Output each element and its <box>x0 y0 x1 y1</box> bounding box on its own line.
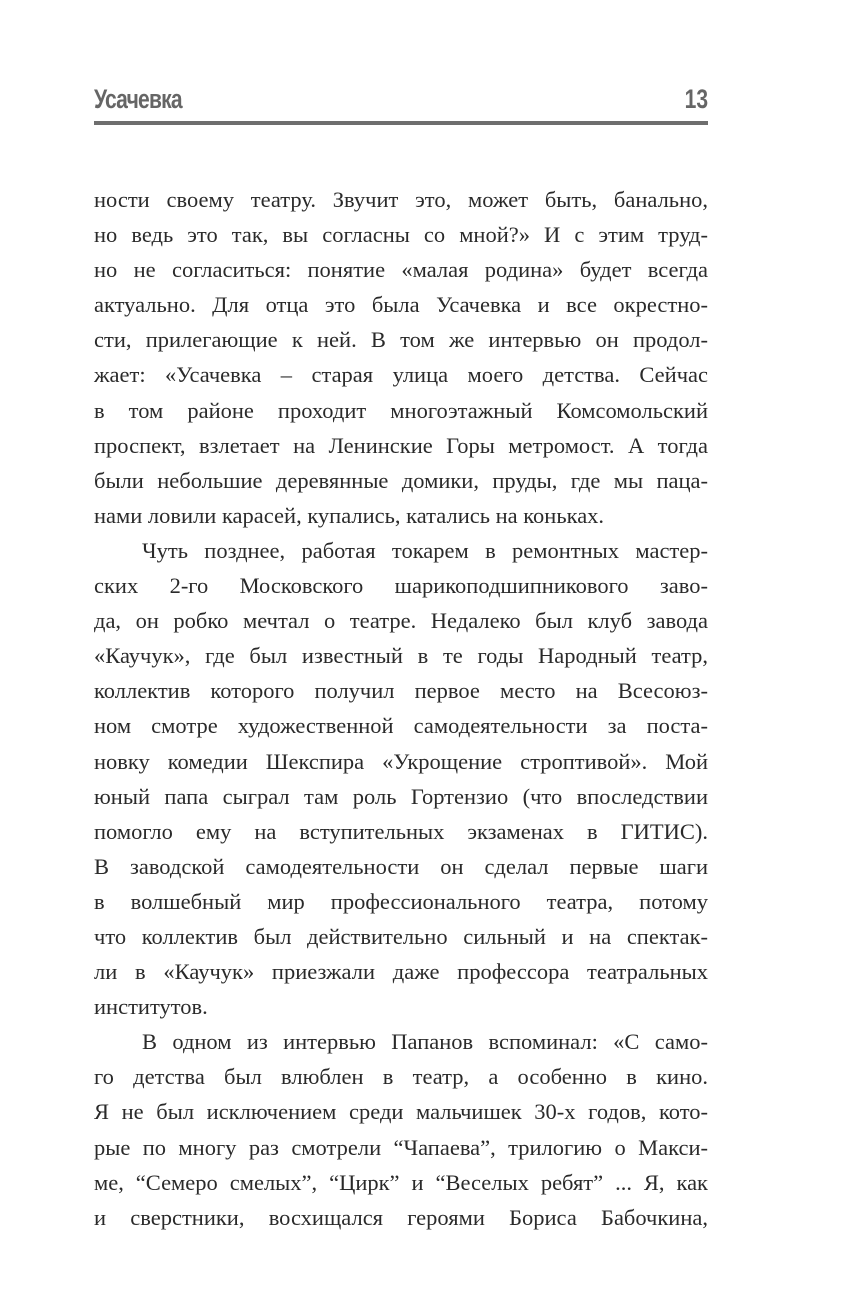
text-line: помогло ему на вступительных экзаменах в ГИТИС). <box>94 818 708 844</box>
text-line: и сверстники, восхищался героями Бориса Бабочкина, <box>94 1204 708 1230</box>
text-line: были небольшие деревянные домики, пруды, где мы паца- <box>94 467 708 493</box>
page-number: 13 <box>684 84 708 114</box>
text-line: но не согласиться: понятие «малая родина» будет всегда <box>94 257 708 283</box>
text-line: да, он робко мечтал о театре. Недалеко был клуб завода <box>94 608 708 634</box>
text-line: сти, прилегающие к ней. В том же интервью он продол- <box>94 327 708 353</box>
text-line: юный папа сыграл там роль Гортензио (что впоследствии <box>94 783 708 809</box>
text-line: «Каучук», где был известный в те годы Народный театр, <box>94 643 708 669</box>
text-line: ли в «Каучук» приезжали даже профессора театральных <box>94 959 708 985</box>
text-line: жает: «Усачевка – старая улица моего детства. Сейчас <box>94 362 708 388</box>
chapter-title: Усачевка <box>94 84 182 114</box>
running-header <box>94 84 708 120</box>
text-line: ном смотре художественной самодеятельности за поста- <box>94 713 708 739</box>
text-line: нами ловили карасей, купались, катались на коньках. <box>94 502 605 528</box>
text-line: ме, “Семеро смелых”, “Цирк” и “Веселых ребят” ... Я, как <box>94 1169 708 1195</box>
text-line: в волшебный мир профессионального театра, потому <box>94 888 708 914</box>
text-line: но ведь это так, вы согласны со мной?» И с этим труд- <box>94 222 708 248</box>
text-line: го детства был влюблен в театр, а особенно в кино. <box>94 1064 708 1090</box>
text-line: рые по многу раз смотрели “Чапаева”, трилогию о Макси- <box>94 1134 708 1160</box>
text-line: новку комедии Шекспира «Укрощение строптивой». Мой <box>94 748 708 774</box>
text-line: В одном из интервью Папанов вспоминал: «С само- <box>142 1029 708 1055</box>
text-line: в том районе проходит многоэтажный Комсомольский <box>94 397 708 423</box>
text-line: институтов. <box>94 994 208 1020</box>
text-line: Чуть позднее, работая токарем в ремонтных мастер- <box>142 537 708 563</box>
body-text <box>94 182 708 1235</box>
text-line: В заводской самодеятельности он сделал первые шаги <box>94 853 708 879</box>
text-line: Я не был исключением среди мальчишек 30-х годов, кото- <box>94 1099 708 1125</box>
text-line: ских 2-го Московского шарикоподшипникового заво- <box>94 573 708 599</box>
text-line: проспект, взлетает на Ленинские Горы метромост. А тогда <box>94 432 708 458</box>
header-rule <box>94 121 708 125</box>
text-line: ности своему театру. Звучит это, может быть, банально, <box>94 187 708 212</box>
text-line: коллектив которого получил первое место на Всесоюз- <box>94 678 708 704</box>
text-line: актуально. Для отца это была Усачевка и все окрестно- <box>94 292 708 318</box>
text-line: что коллектив был действительно сильный и на спектак- <box>94 923 708 949</box>
